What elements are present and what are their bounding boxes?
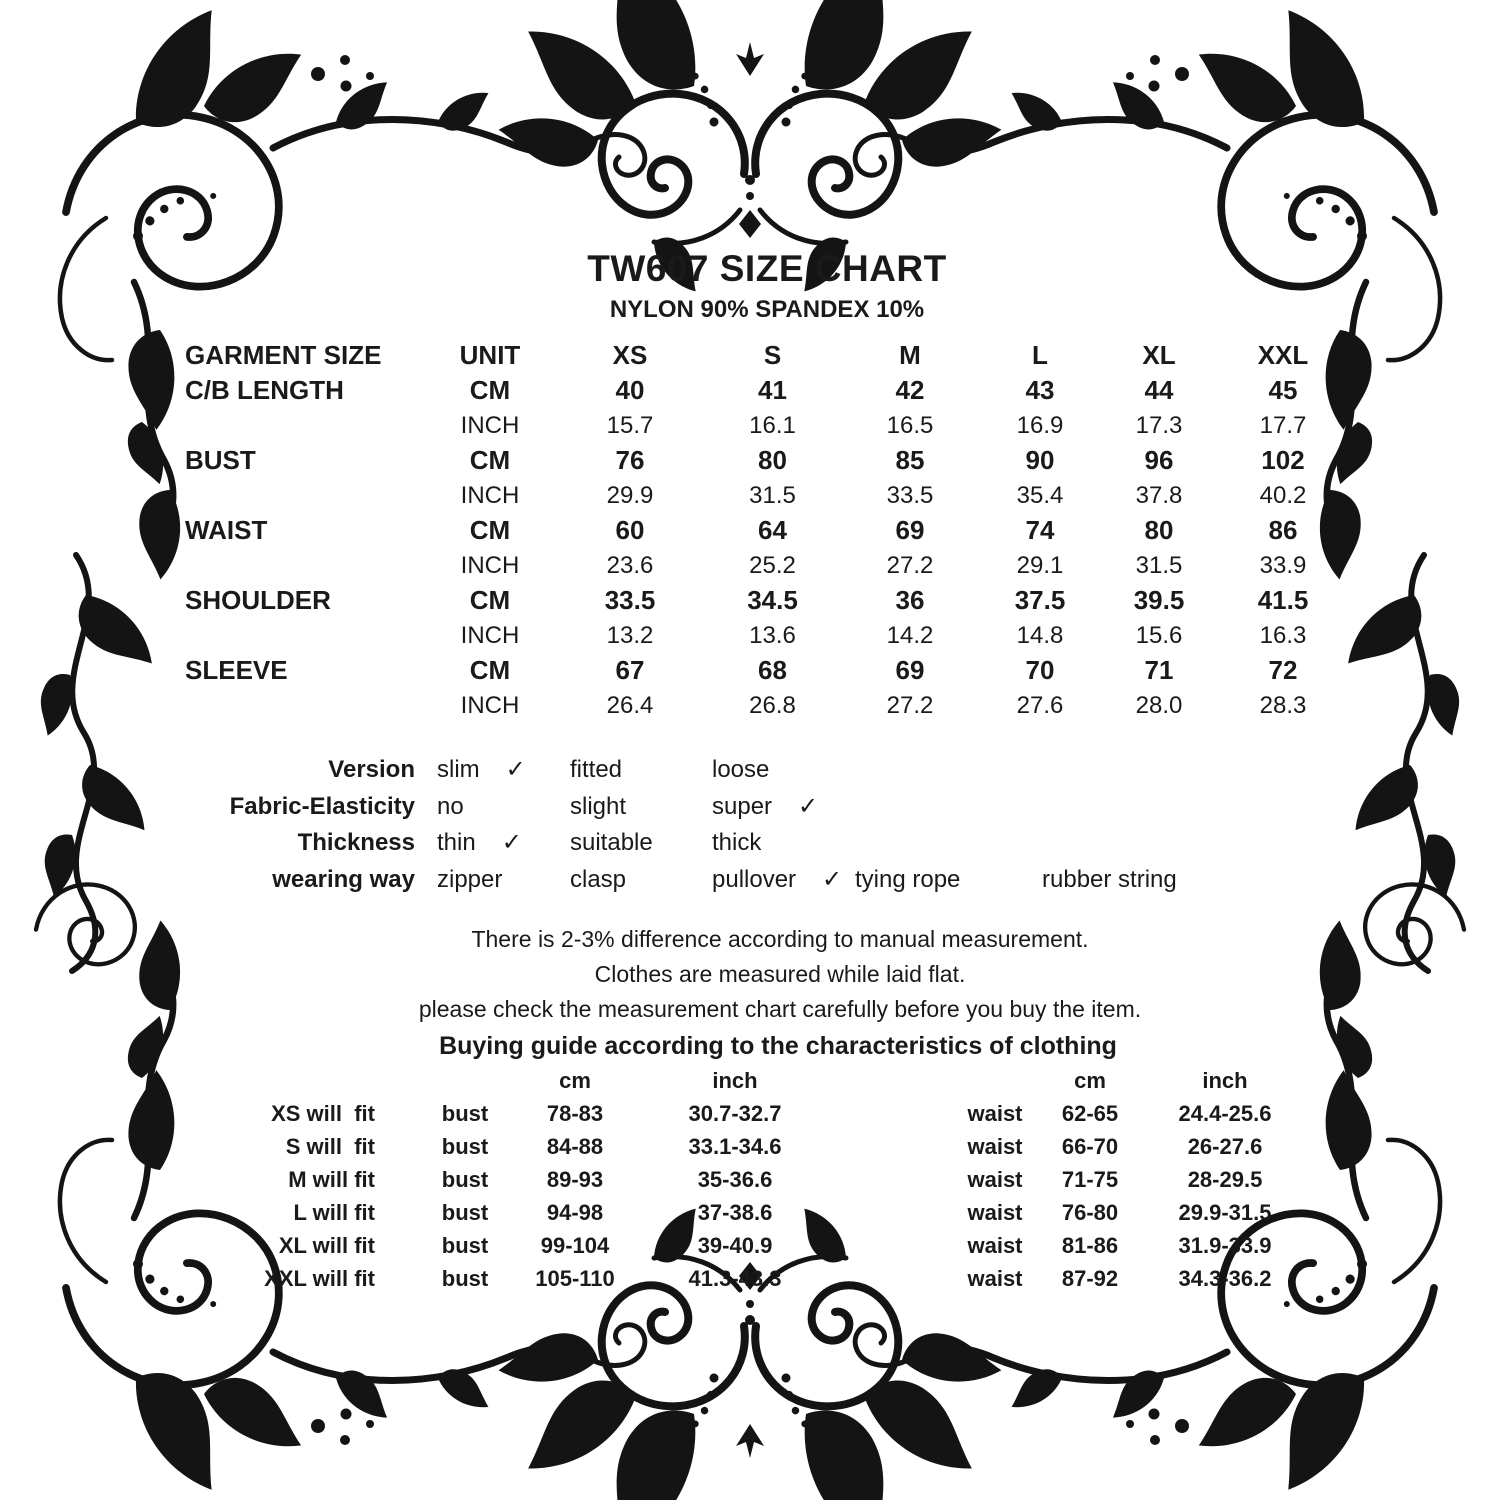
size-col-header: S: [763, 340, 782, 370]
waist-cm-range: 81-86: [1061, 1233, 1119, 1258]
unit-label: INCH: [460, 482, 520, 509]
waist-inch-range: 29.9-31.5: [1178, 1200, 1272, 1225]
guide-col-header: [830, 1064, 955, 1097]
size-value: 17.7: [1259, 412, 1307, 439]
size-value: 16.1: [749, 412, 796, 439]
size-value: 31.5: [749, 482, 796, 509]
guide-spacer: [830, 1163, 955, 1196]
size-value: 17.3: [1135, 412, 1183, 439]
measure-label: [185, 618, 425, 653]
size-value: 80: [1144, 515, 1174, 545]
attribute-option-label: clasp: [570, 865, 627, 893]
unit-label: INCH: [460, 622, 520, 649]
guide-size-label: XS will fit: [271, 1101, 375, 1126]
bust-cm-range: 89-93: [546, 1167, 604, 1192]
attribute-option: [570, 862, 712, 899]
size-value: 27.2: [886, 552, 934, 579]
measure-label: [185, 478, 425, 513]
unit-label: INCH: [460, 692, 520, 719]
attribute-option-label: super: [712, 792, 773, 820]
guide-spacer: [375, 1262, 420, 1295]
size-value: 60: [615, 515, 645, 545]
measure-label: [185, 408, 425, 443]
attribute-option: [712, 752, 855, 789]
size-col-header: XXL: [1257, 340, 1309, 370]
size-value: 37.8: [1135, 482, 1183, 509]
waist-inch-range: 26-27.6: [1187, 1134, 1263, 1159]
attribute-row: [0, 825, 1500, 862]
bust-inch-range: 35-36.6: [697, 1167, 773, 1192]
attribute-option: [712, 789, 855, 826]
buying-guide-table: [0, 1064, 1305, 1295]
size-value: 35.4: [1016, 482, 1064, 509]
attribute-label: wearing way: [272, 865, 415, 893]
check-icon: ✓: [822, 865, 843, 893]
bust-inch-range: 39-40.9: [697, 1233, 773, 1258]
size-value: 27.2: [886, 692, 934, 719]
size-value: 15.7: [606, 412, 654, 439]
size-table: [185, 338, 1348, 723]
unit-label: INCH: [460, 412, 520, 439]
bust-inch-range: 41.3-43.3: [688, 1266, 782, 1291]
size-col-header: UNIT: [459, 340, 521, 370]
check-icon: ✓: [505, 756, 526, 783]
guide-col-header: cm: [1074, 1068, 1106, 1093]
size-value: 80: [758, 445, 787, 475]
attribute-option: [570, 752, 712, 789]
attribute-options: [437, 752, 855, 789]
size-value: 28.3: [1259, 692, 1307, 719]
guide-spacer: [375, 1130, 420, 1163]
unit-label: CM: [469, 515, 511, 545]
measure-label: C/B LENGTH: [185, 375, 344, 405]
attribute-option-label: slight: [570, 792, 627, 820]
guide-size-label: S will fit: [285, 1134, 375, 1159]
size-value: 39.5: [1133, 585, 1185, 615]
bust-label: bust: [441, 1233, 489, 1258]
size-value: 41: [758, 375, 787, 405]
fabric-composition: NYLON 90% SPANDEX 10%: [609, 296, 925, 323]
bust-label: bust: [441, 1134, 489, 1159]
attribute-row: [0, 752, 1500, 789]
size-value: 31.5: [1135, 552, 1183, 579]
size-value: 14.2: [886, 622, 934, 649]
guide-size-label: L will fit: [293, 1200, 375, 1225]
attribute-option: [437, 789, 570, 826]
guide-spacer: [830, 1229, 955, 1262]
size-value: 25.2: [749, 552, 796, 579]
size-value: 15.6: [1135, 622, 1183, 649]
attribute-options: [437, 789, 855, 826]
size-value: 14.8: [1016, 622, 1064, 649]
guide-spacer: [830, 1097, 955, 1130]
attribute-row: [0, 862, 1500, 899]
attribute-option-label: thick: [712, 829, 762, 857]
waist-cm-range: 71-75: [1061, 1167, 1119, 1192]
attribute-option: [712, 825, 855, 862]
guide-col-header: [955, 1064, 1035, 1097]
attribute-option: [1042, 862, 1342, 899]
bust-cm-range: 78-83: [546, 1101, 604, 1126]
size-value: 13.2: [606, 622, 654, 649]
attribute-option-label: fitted: [570, 756, 623, 783]
attribute-option-label: thin: [437, 829, 476, 857]
size-value: 16.3: [1259, 622, 1307, 649]
size-value: 37.5: [1014, 585, 1066, 615]
size-value: 76: [615, 445, 645, 475]
size-value: 72: [1268, 655, 1298, 685]
waist-label: waist: [967, 1233, 1023, 1258]
bust-label: bust: [441, 1167, 489, 1192]
guide-spacer: [375, 1229, 420, 1262]
bust-cm-range: 99-104: [540, 1233, 610, 1258]
size-value: 16.5: [886, 412, 934, 439]
attribute-option-label: tying rope: [855, 865, 961, 893]
guide-spacer: [375, 1097, 420, 1130]
size-col-header: M: [899, 340, 921, 370]
size-value: 13.6: [749, 622, 796, 649]
size-value: 45: [1268, 375, 1298, 405]
attribute-row: [0, 789, 1500, 826]
measure-label: [185, 548, 425, 583]
measure-label: SLEEVE: [185, 655, 288, 685]
guide-col-header: inch: [712, 1068, 758, 1093]
size-value: 68: [758, 655, 787, 685]
waist-label: waist: [967, 1134, 1023, 1159]
bust-cm-range: 105-110: [535, 1266, 615, 1291]
note-line: There is 2-3% difference according to manual measurement.: [471, 926, 1089, 952]
attribute-option: [437, 825, 570, 862]
guide-col-header: cm: [559, 1068, 591, 1093]
bust-label: bust: [441, 1266, 489, 1291]
attribute-options: [437, 825, 855, 862]
size-value: 70: [1025, 655, 1055, 685]
attribute-option: [437, 862, 570, 899]
attribute-option: [712, 862, 855, 899]
size-value: 33.5: [886, 482, 934, 509]
waist-cm-range: 87-92: [1061, 1266, 1119, 1291]
guide-spacer: [375, 1163, 420, 1196]
size-value: 40: [615, 375, 645, 405]
waist-label: waist: [967, 1200, 1023, 1225]
waist-label: waist: [967, 1101, 1023, 1126]
attribute-option-label: loose: [712, 756, 770, 783]
size-value: 69: [895, 515, 925, 545]
size-value: 42: [895, 375, 925, 405]
unit-label: CM: [469, 445, 511, 475]
unit-label: CM: [469, 375, 511, 405]
bust-cm-range: 84-88: [546, 1134, 604, 1159]
bust-label: bust: [441, 1101, 489, 1126]
size-col-header: XL: [1142, 340, 1176, 370]
attribute-label: Fabric-Elasticity: [229, 792, 415, 820]
attribute-option-label: rubber string: [1042, 865, 1177, 893]
size-value: 85: [895, 445, 925, 475]
size-value: 40.2: [1259, 482, 1307, 509]
guide-spacer: [830, 1130, 955, 1163]
unit-label: INCH: [460, 552, 520, 579]
attribute-option: [570, 825, 712, 862]
attribute-option: [855, 862, 1042, 899]
size-value: 67: [615, 655, 645, 685]
page-title: TW607 SIZE CHART: [587, 248, 947, 289]
unit-label: CM: [469, 655, 511, 685]
attribute-label: Thickness: [297, 829, 415, 857]
bust-cm-range: 94-98: [546, 1200, 604, 1225]
size-value: 29.1: [1016, 552, 1064, 579]
note-line: please check the measurement chart carefully before you buy the item.: [418, 996, 1142, 1022]
attribute-option-label: pullover: [712, 865, 797, 893]
measurement-notes: [0, 922, 1500, 1027]
size-value: 26.4: [606, 692, 654, 719]
bust-label: bust: [441, 1200, 489, 1225]
guide-col-header: inch: [1202, 1068, 1248, 1093]
guide-spacer: [375, 1196, 420, 1229]
waist-cm-range: 76-80: [1061, 1200, 1119, 1225]
size-value: 86: [1268, 515, 1298, 545]
waist-label: waist: [967, 1167, 1023, 1192]
waist-inch-range: 24.4-25.6: [1178, 1101, 1272, 1126]
waist-inch-range: 34.3-36.2: [1178, 1266, 1272, 1291]
bust-inch-range: 37-38.6: [697, 1200, 773, 1225]
size-value: 33.9: [1259, 552, 1307, 579]
size-value: 41.5: [1257, 585, 1309, 615]
attribute-label: Version: [328, 756, 415, 783]
size-value: 28.0: [1135, 692, 1183, 719]
guide-spacer: [830, 1196, 955, 1229]
size-value: 43: [1025, 375, 1055, 405]
waist-cm-range: 62-65: [1061, 1101, 1119, 1126]
attribute-option-label: slim: [437, 756, 480, 783]
size-value: 23.6: [606, 552, 654, 579]
size-value: 90: [1025, 445, 1055, 475]
buying-guide-heading: Buying guide according to the characteristics of clothing: [439, 1032, 1117, 1060]
attribute-options: [437, 862, 1342, 899]
size-value: 34.5: [747, 585, 798, 615]
bust-inch-range: 33.1-34.6: [688, 1134, 782, 1159]
size-value: 96: [1144, 445, 1174, 475]
waist-inch-range: 28-29.5: [1187, 1167, 1263, 1192]
waist-label: waist: [967, 1266, 1023, 1291]
guide-col-header: [0, 1064, 375, 1097]
waist-inch-range: 31.9-33.9: [1178, 1233, 1272, 1258]
attribute-option: [437, 752, 570, 789]
check-icon: ✓: [798, 792, 819, 820]
size-value: 16.9: [1016, 412, 1064, 439]
guide-size-label: XL will fit: [278, 1233, 375, 1258]
unit-label: CM: [469, 585, 511, 615]
size-col-header: XS: [612, 340, 648, 370]
attribute-option-label: suitable: [570, 829, 653, 857]
note-line: Clothes are measured while laid flat.: [594, 961, 966, 987]
attribute-option-label: no: [437, 792, 464, 820]
size-value: 44: [1144, 375, 1174, 405]
size-value: 64: [758, 515, 787, 545]
measure-label: SHOULDER: [185, 585, 331, 615]
bust-inch-range: 30.7-32.7: [688, 1101, 782, 1126]
guide-col-header: [375, 1064, 420, 1097]
size-value: 36: [895, 585, 925, 615]
size-value: 29.9: [606, 482, 654, 509]
measure-label: [185, 688, 425, 723]
measure-label: WAIST: [185, 515, 268, 545]
measure-label: BUST: [185, 445, 256, 475]
check-icon: ✓: [501, 829, 522, 857]
size-col-header: GARMENT SIZE: [185, 340, 382, 370]
size-value: 74: [1025, 515, 1055, 545]
size-col-header: L: [1032, 340, 1048, 370]
guide-spacer: [830, 1262, 955, 1295]
size-value: 102: [1261, 445, 1305, 475]
guide-size-label: XXL will fit: [264, 1266, 375, 1291]
guide-size-label: M will fit: [288, 1167, 375, 1192]
guide-col-header: [420, 1064, 510, 1097]
size-value: 27.6: [1016, 692, 1064, 719]
waist-cm-range: 66-70: [1061, 1134, 1119, 1159]
attribute-option: [570, 789, 712, 826]
size-value: 26.8: [749, 692, 796, 719]
size-value: 71: [1144, 655, 1174, 685]
size-value: 69: [895, 655, 925, 685]
garment-attributes: [0, 752, 1500, 898]
size-value: 33.5: [604, 585, 656, 615]
attribute-option-label: zipper: [437, 865, 503, 893]
